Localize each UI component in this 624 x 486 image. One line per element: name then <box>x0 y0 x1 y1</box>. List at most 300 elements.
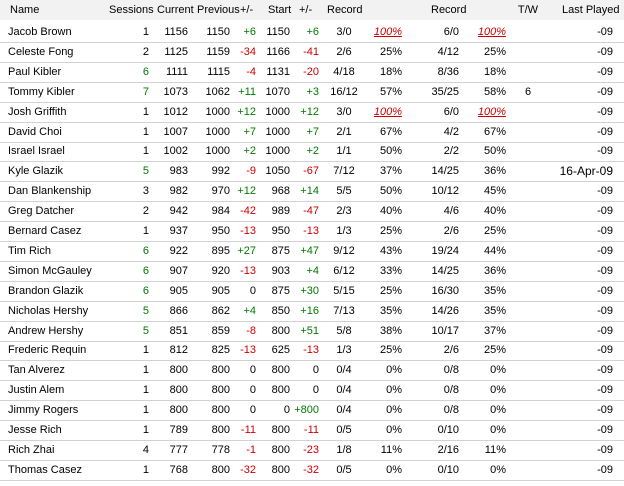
cell-last-played: -09 <box>597 305 613 317</box>
cell-sessions: 5 <box>142 305 149 317</box>
cell-start: 1000 <box>265 126 290 138</box>
cell-record-2: 35/25 <box>431 86 459 98</box>
cell-previous: 800 <box>211 404 230 416</box>
cell-delta: -11 <box>240 424 256 436</box>
cell-current: 1125 <box>164 46 188 58</box>
cell-last-played: -09 <box>597 404 613 416</box>
cell-tw <box>516 241 540 261</box>
cell-record-2: 0/8 <box>443 364 459 376</box>
cell-record-2: 2/6 <box>443 344 459 356</box>
table-row[interactable] <box>0 321 624 341</box>
table-row[interactable] <box>0 161 624 181</box>
cell-last-played: -09 <box>597 265 613 277</box>
cell-delta: -32 <box>240 464 256 476</box>
cell-sessions: 4 <box>142 444 149 456</box>
cell-current: 800 <box>169 404 188 416</box>
cell-delta: -13 <box>240 344 256 356</box>
cell-record-pct: 0% <box>386 464 402 476</box>
cell-record-2: 0/8 <box>443 404 459 416</box>
cell-last-played: -09 <box>597 126 613 138</box>
cell-tw <box>516 22 540 42</box>
cell-previous: 825 <box>211 344 230 356</box>
cell-delta: -4 <box>246 66 256 78</box>
cell-record: 2/1 <box>336 126 352 138</box>
cell-record-pct: 57% <box>379 86 402 98</box>
cell-previous: 895 <box>211 245 230 257</box>
cell-delta-start: +30 <box>300 285 319 297</box>
table-row[interactable] <box>0 42 624 62</box>
header-record-2[interactable]: Record <box>431 4 467 16</box>
cell-current: 1002 <box>163 145 188 157</box>
cell-tw <box>516 440 540 460</box>
cell-record-pct: 50% <box>379 145 402 157</box>
cell-current: 851 <box>169 325 188 337</box>
cell-last-played: -09 <box>597 344 613 356</box>
cell-previous: 778 <box>211 444 230 456</box>
cell-tw <box>516 102 540 122</box>
cell-sessions: 1 <box>142 145 149 157</box>
cell-name: Bernard Casez <box>8 225 82 237</box>
header-sessions[interactable]: Sessions <box>109 4 154 16</box>
cell-tw <box>516 460 540 480</box>
cell-delta-start: -32 <box>303 464 319 476</box>
cell-record-2-pct: 67% <box>483 126 506 138</box>
cell-name: Jesse Rich <box>8 424 62 436</box>
cell-delta-start: -20 <box>303 66 319 78</box>
table-row[interactable] <box>0 281 624 301</box>
cell-sessions: 6 <box>142 66 149 78</box>
cell-record-2-pct: 25% <box>483 46 506 58</box>
cell-record: 5/8 <box>336 325 352 337</box>
cell-record-2-pct: 100% <box>477 26 506 38</box>
cell-current: 866 <box>169 305 188 317</box>
cell-previous: 970 <box>211 185 230 197</box>
cell-record-2: 14/25 <box>431 265 459 277</box>
cell-record-2-pct: 35% <box>483 285 506 297</box>
cell-name: Simon McGauley <box>8 265 92 277</box>
cell-record-2-pct: 45% <box>483 185 506 197</box>
cell-sessions: 2 <box>142 205 149 217</box>
cell-delta-start: +47 <box>300 245 319 257</box>
cell-record-2: 4/2 <box>443 126 459 138</box>
cell-sessions: 7 <box>142 86 149 98</box>
cell-record-2: 16/30 <box>431 285 459 297</box>
cell-record-pct: 11% <box>380 444 402 456</box>
cell-delta-start: +16 <box>300 305 319 317</box>
cell-tw <box>516 400 540 420</box>
cell-start: 1050 <box>265 165 290 177</box>
cell-sessions: 1 <box>142 26 149 38</box>
cell-name: Josh Griffith <box>8 106 67 118</box>
table-row[interactable] <box>0 62 624 82</box>
cell-last-played: -09 <box>597 364 613 376</box>
cell-current: 812 <box>169 344 188 356</box>
cell-name: Jimmy Rogers <box>8 404 79 416</box>
cell-sessions: 1 <box>142 225 149 237</box>
cell-record-2-pct: 50% <box>483 145 506 157</box>
cell-record-2: 0/10 <box>437 464 459 476</box>
cell-current: 777 <box>169 444 188 456</box>
cell-delta-start: -11 <box>303 424 319 436</box>
table-row[interactable] <box>0 82 624 102</box>
cell-tw <box>516 122 540 142</box>
cell-sessions: 1 <box>142 106 149 118</box>
cell-delta: -13 <box>240 265 256 277</box>
cell-start: 903 <box>271 265 290 277</box>
cell-record: 2/3 <box>336 205 352 217</box>
cell-last-played: -09 <box>597 106 613 118</box>
cell-record-2-pct: 36% <box>483 265 506 277</box>
cell-record-2-pct: 0% <box>490 424 506 436</box>
cell-name: Tim Rich <box>8 245 51 257</box>
cell-record-2-pct: 100% <box>477 106 506 118</box>
cell-tw <box>516 281 540 301</box>
cell-tw <box>516 321 540 341</box>
cell-delta-start: +3 <box>306 86 319 98</box>
table-header <box>0 0 624 20</box>
cell-start: 875 <box>271 285 290 297</box>
cell-delta-start: -41 <box>303 46 319 58</box>
cell-delta: +27 <box>237 245 256 257</box>
cell-record-pct: 100% <box>373 106 402 118</box>
cell-start: 1150 <box>266 26 290 38</box>
table-row[interactable] <box>0 261 624 281</box>
cell-last-played: -09 <box>597 46 613 58</box>
cell-record-2: 2/16 <box>437 444 459 456</box>
cell-sessions: 1 <box>142 344 149 356</box>
cell-delta: -8 <box>246 325 256 337</box>
cell-record-2-pct: 44% <box>483 245 506 257</box>
cell-start: 800 <box>271 384 290 396</box>
table-row[interactable] <box>0 201 624 221</box>
cell-start: 950 <box>271 225 290 237</box>
cell-last-played: -09 <box>597 145 613 157</box>
cell-previous: 862 <box>211 305 230 317</box>
cell-record-2: 14/26 <box>431 305 459 317</box>
cell-tw <box>516 201 540 221</box>
cell-delta: 0 <box>249 285 256 297</box>
cell-delta: +4 <box>243 305 256 317</box>
cell-delta-start: +12 <box>300 106 319 118</box>
cell-current: 942 <box>169 205 188 217</box>
cell-delta-start: +51 <box>300 325 319 337</box>
cell-name: Dan Blankenship <box>8 185 92 197</box>
cell-last-played: -09 <box>597 225 613 237</box>
cell-tw <box>516 161 540 181</box>
cell-last-played: -09 <box>597 205 613 217</box>
cell-sessions: 3 <box>142 185 149 197</box>
cell-previous: 800 <box>211 384 230 396</box>
cell-current: 1007 <box>163 126 188 138</box>
cell-start: 800 <box>271 364 290 376</box>
cell-delta-start: 0 <box>312 384 319 396</box>
header-delta-start[interactable]: +/- <box>299 4 313 16</box>
cell-last-played: -09 <box>597 26 613 38</box>
cell-current: 768 <box>169 464 188 476</box>
cell-previous: 1000 <box>205 145 230 157</box>
table-row[interactable] <box>0 102 624 122</box>
cell-record-2: 10/12 <box>431 185 459 197</box>
cell-delta: +12 <box>237 185 256 197</box>
cell-previous: 920 <box>211 265 230 277</box>
cell-record-2-pct: 35% <box>483 305 506 317</box>
cell-previous: 1000 <box>205 106 230 118</box>
cell-record: 1/8 <box>336 444 352 456</box>
cell-delta: +2 <box>243 145 256 157</box>
table-row[interactable] <box>0 460 624 480</box>
table-row[interactable] <box>0 221 624 241</box>
cell-last-played: -09 <box>597 424 613 436</box>
cell-delta-start: -13 <box>303 344 319 356</box>
cell-current: 1156 <box>164 26 188 38</box>
cell-record-2: 4/12 <box>437 46 459 58</box>
cell-record-2-pct: 0% <box>490 404 506 416</box>
cell-name: Tommy Kibler <box>8 86 75 98</box>
cell-record: 0/4 <box>336 404 352 416</box>
cell-delta: -34 <box>240 46 256 58</box>
cell-delta: -9 <box>246 165 256 177</box>
cell-start: 1131 <box>266 66 290 78</box>
table-row[interactable] <box>0 301 624 321</box>
cell-start: 800 <box>271 464 290 476</box>
header-start[interactable]: Start <box>268 4 292 16</box>
cell-record-2: 0/8 <box>443 384 459 396</box>
cell-record-pct: 0% <box>386 384 402 396</box>
cell-delta-start: 0 <box>312 364 319 376</box>
cell-sessions: 1 <box>142 126 149 138</box>
cell-sessions: 1 <box>142 404 149 416</box>
cell-record: 1/1 <box>336 145 352 157</box>
table-row[interactable] <box>0 22 624 42</box>
cell-start: 0 <box>283 404 290 416</box>
cell-record-2-pct: 25% <box>483 225 506 237</box>
cell-last-played: -09 <box>597 464 613 476</box>
cell-delta-start: +14 <box>300 185 319 197</box>
cell-record-pct: 40% <box>379 205 402 217</box>
header-tw[interactable]: T/W <box>517 4 539 16</box>
table-row[interactable] <box>0 360 624 380</box>
cell-record-2: 2/2 <box>443 145 459 157</box>
cell-last-played: -09 <box>597 285 613 297</box>
cell-start: 800 <box>271 444 290 456</box>
cell-previous: 1000 <box>205 126 230 138</box>
cell-record-pct: 18% <box>379 66 402 78</box>
cell-record-pct: 0% <box>386 404 402 416</box>
table-row[interactable] <box>0 420 624 440</box>
cell-tw <box>516 340 540 360</box>
table-row[interactable] <box>0 340 624 360</box>
header-record[interactable]: Record <box>327 4 363 16</box>
table-row[interactable] <box>0 141 624 161</box>
cell-start: 850 <box>271 305 290 317</box>
cell-name: Israel Israel <box>8 145 65 157</box>
cell-current: 983 <box>169 165 188 177</box>
cell-tw <box>516 301 540 321</box>
cell-tw <box>516 181 540 201</box>
cell-sessions: 5 <box>142 325 149 337</box>
cell-previous: 859 <box>211 325 230 337</box>
cell-record: 4/18 <box>333 66 355 78</box>
cell-delta: -13 <box>240 225 256 237</box>
header-previous[interactable]: Previous <box>197 4 240 16</box>
cell-record: 5/5 <box>336 185 352 197</box>
cell-sessions: 1 <box>142 424 149 436</box>
table-row[interactable] <box>0 181 624 201</box>
cell-last-played: -09 <box>597 66 613 78</box>
cell-name: Andrew Hershy <box>8 325 84 337</box>
cell-record: 0/4 <box>336 364 352 376</box>
cell-record-pct: 0% <box>386 364 402 376</box>
cell-record-pct: 37% <box>379 165 402 177</box>
table-row[interactable] <box>0 380 624 400</box>
cell-name: Kyle Glazik <box>8 165 64 177</box>
cell-tw <box>516 62 540 82</box>
cell-name: Rich Zhai <box>8 444 55 456</box>
cell-delta: 0 <box>249 404 256 416</box>
header-delta[interactable]: +/- <box>240 4 254 16</box>
cell-start: 875 <box>271 245 290 257</box>
cell-delta: 0 <box>249 364 256 376</box>
cell-tw <box>516 141 540 161</box>
cell-tw <box>516 380 540 400</box>
cell-record-2: 2/6 <box>443 225 459 237</box>
cell-record: 2/6 <box>336 46 352 58</box>
cell-delta-start: -13 <box>303 225 319 237</box>
cell-tw: 6 <box>524 86 532 98</box>
cell-record-pct: 43% <box>379 245 402 257</box>
cell-tw <box>516 420 540 440</box>
cell-delta: +12 <box>237 106 256 118</box>
cell-current: 1073 <box>163 86 188 98</box>
cell-current: 982 <box>169 185 188 197</box>
cell-record-2: 0/10 <box>437 424 459 436</box>
cell-record-pct: 25% <box>379 46 402 58</box>
cell-tw <box>516 42 540 62</box>
cell-record-2-pct: 0% <box>490 384 506 396</box>
cell-name: Thomas Casez <box>8 464 82 476</box>
cell-previous: 1115 <box>207 66 230 78</box>
cell-record-2-pct: 36% <box>483 165 506 177</box>
cell-start: 1000 <box>265 145 290 157</box>
cell-previous: 1062 <box>205 86 230 98</box>
cell-record-pct: 100% <box>373 26 402 38</box>
cell-current: 800 <box>169 384 188 396</box>
cell-record-pct: 25% <box>379 225 402 237</box>
cell-record-pct: 0% <box>386 424 402 436</box>
cell-start: 1070 <box>265 86 290 98</box>
cell-name: Tan Alverez <box>8 364 65 376</box>
cell-sessions: 2 <box>142 46 149 58</box>
cell-tw <box>516 360 540 380</box>
cell-sessions: 1 <box>142 464 149 476</box>
table-row[interactable] <box>0 400 624 420</box>
cell-previous: 992 <box>211 165 230 177</box>
cell-record-pct: 33% <box>379 265 402 277</box>
cell-name: Frederic Requin <box>8 344 87 356</box>
cell-last-played: -09 <box>597 325 613 337</box>
header-last-played[interactable]: Last Played <box>562 4 620 16</box>
cell-current: 905 <box>169 285 188 297</box>
cell-record-2: 10/17 <box>431 325 459 337</box>
cell-delta-start: +4 <box>306 265 319 277</box>
table-row[interactable] <box>0 241 624 261</box>
cell-name: Celeste Fong <box>8 46 74 58</box>
cell-last-played: -09 <box>597 245 613 257</box>
cell-previous: 800 <box>211 364 230 376</box>
cell-start: 800 <box>271 325 290 337</box>
cell-delta: +11 <box>238 86 256 98</box>
cell-sessions: 1 <box>142 364 149 376</box>
cell-start: 968 <box>271 185 290 197</box>
cell-sessions: 1 <box>142 384 149 396</box>
header-current[interactable]: Current <box>157 4 194 16</box>
cell-sessions: 6 <box>142 285 149 297</box>
cell-sessions: 6 <box>142 245 149 257</box>
cell-record-2: 6/0 <box>443 106 459 118</box>
cell-name: Nicholas Hershy <box>8 305 89 317</box>
cell-record: 7/12 <box>333 165 355 177</box>
cell-name: Justin Alem <box>8 384 65 396</box>
header-name[interactable]: Name <box>10 4 40 16</box>
cell-record: 6/12 <box>333 265 355 277</box>
cell-last-played: -09 <box>597 86 613 98</box>
cell-record: 1/3 <box>336 344 352 356</box>
cell-previous: 905 <box>211 285 230 297</box>
cell-name: Jacob Brown <box>8 26 72 38</box>
cell-last-played: -09 <box>597 444 613 456</box>
cell-start: 1166 <box>266 46 290 58</box>
cell-previous: 1150 <box>206 26 230 38</box>
cell-previous: 800 <box>211 464 230 476</box>
cell-record: 16/12 <box>330 86 358 98</box>
cell-record-pct: 67% <box>379 126 402 138</box>
cell-current: 789 <box>169 424 188 436</box>
cell-record: 7/13 <box>333 305 355 317</box>
cell-record-2: 4/6 <box>443 205 459 217</box>
cell-name: Greg Datcher <box>8 205 75 217</box>
cell-delta-start: +7 <box>306 126 319 138</box>
cell-name: Brandon Glazik <box>8 285 84 297</box>
cell-record: 3/0 <box>336 106 352 118</box>
cell-record-pct: 50% <box>379 185 402 197</box>
cell-sessions: 5 <box>142 165 149 177</box>
cell-current: 937 <box>169 225 188 237</box>
cell-last-played: -09 <box>597 185 613 197</box>
cell-record: 9/12 <box>333 245 355 257</box>
cell-record-2-pct: 0% <box>490 364 506 376</box>
cell-record-pct: 25% <box>379 344 402 356</box>
cell-previous: 800 <box>211 424 230 436</box>
table-row[interactable] <box>0 440 624 460</box>
cell-tw <box>516 221 540 241</box>
cell-delta-start: +800 <box>294 404 319 416</box>
cell-record-2-pct: 0% <box>490 464 506 476</box>
table-row[interactable] <box>0 122 624 142</box>
cell-record-2-pct: 18% <box>483 66 506 78</box>
cell-previous: 950 <box>211 225 230 237</box>
cell-name: Paul Kibler <box>8 66 62 78</box>
cell-current: 1111 <box>165 66 188 78</box>
cell-record: 0/5 <box>336 464 352 476</box>
cell-delta: 0 <box>249 384 256 396</box>
cell-start: 800 <box>271 424 290 436</box>
cell-delta-start: +6 <box>306 26 319 38</box>
cell-delta: -1 <box>246 444 256 456</box>
cell-record: 0/5 <box>336 424 352 436</box>
cell-record: 0/4 <box>336 384 352 396</box>
cell-record-pct: 35% <box>379 305 402 317</box>
cell-record-2: 19/24 <box>431 245 459 257</box>
